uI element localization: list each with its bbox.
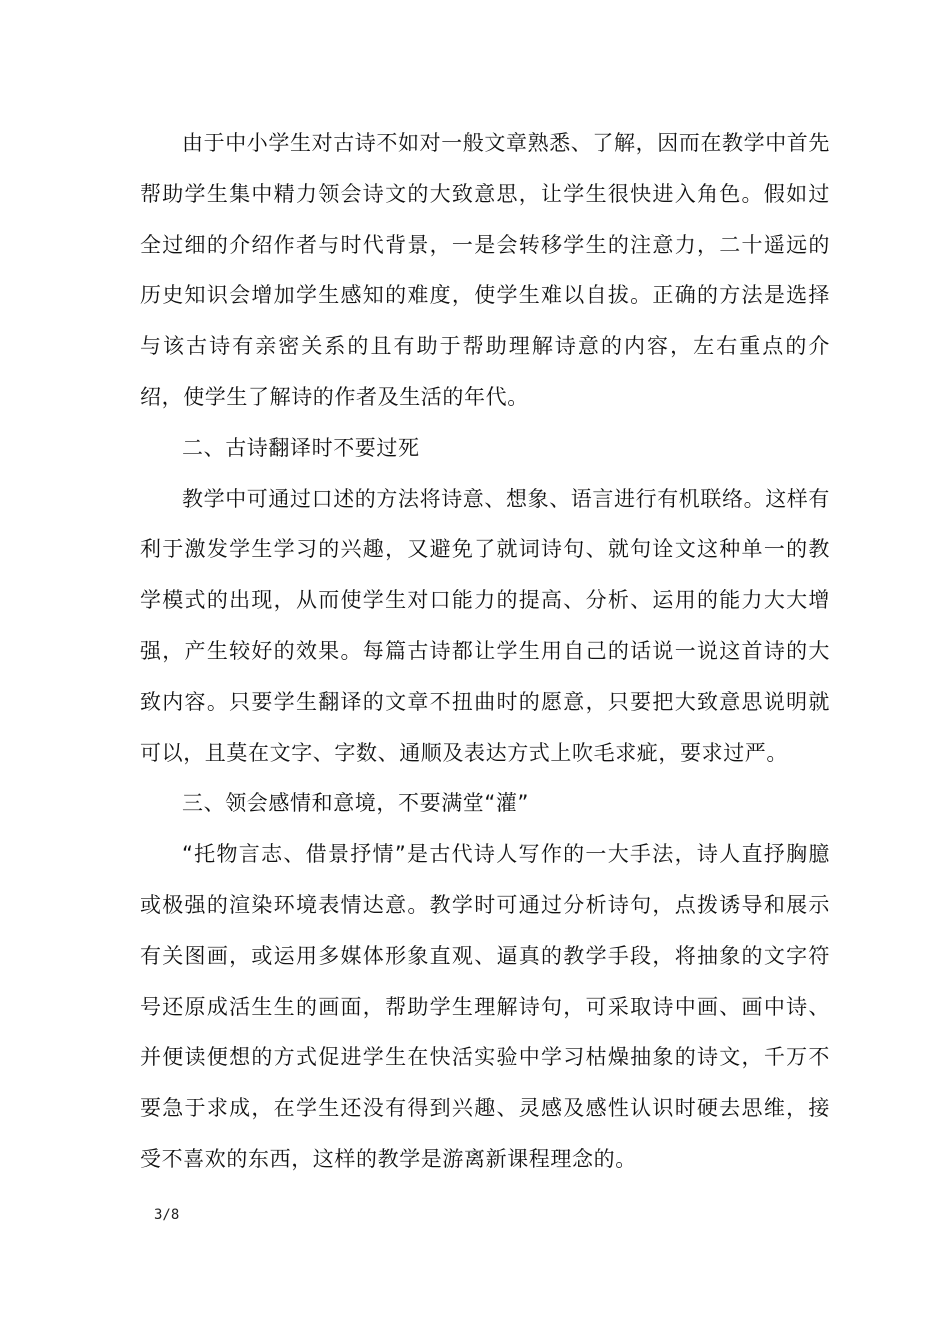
section-heading-2: 二、古诗翻译时不要过死: [182, 435, 420, 460]
paragraph-emotion-imagery: “托物言志、借景抒情”是古代诗人写作的一大手法，诗人直抒胸臆或极强的渲染环境表情达意。教学时可通过分析诗句，点拨诱导和展示有关图画，或运用多媒体形象直观、逼真的教学手段，将抽象的文字符号还原成活生生的画面，帮助学生理解诗句，可采取诗中画、画中诗、并便读便想的方式促进学生在快活实验中学习枯燥抽象的诗文，千万不要急于求成，在学生还没有得到兴趣、灵感及感性认识时硬去思维，接受不喜欢的东西，这样的教学是游离新课程理念的。: [140, 842, 830, 1171]
paragraph-translation: 教学中可通过口述的方法将诗意、想象、语言进行有机联络。这样有利于激发学生学习的兴趣，又避免了就词诗句、就句诠文这种单一的教学模式的出现，从而使学生对口能力的提高、分析、运用的能力大大增强，产生较好的效果。每篇古诗都让学生用自己的话说一说这首诗的大致内容。只要学生翻译的文章不扭曲时的愿意，只要把大致意思说明就可以，且莫在文字、字数、通顺及表达方式上吹毛求疵，要求过严。: [140, 486, 830, 765]
section-heading-3: 三、领会感情和意境，不要满堂“灌”: [182, 791, 529, 816]
page-number: 3/8: [154, 1207, 180, 1223]
paragraph-background-intro: 由于中小学生对古诗不如对一般文章熟悉、了解，因而在教学中首先帮助学生集中精力领会诗文的大致意思，让学生很快进入角色。假如过全过细的介绍作者与时代背景，一是会转移学生的注意力，二十遥远的历史知识会增加学生感知的难度，使学生难以自拔。正确的方法是选择与该古诗有亲密关系的且有助于帮助理解诗意的内容，左右重点的介绍，使学生了解诗的作者及生活的年代。: [140, 131, 830, 409]
body-text: [140, 118, 830, 1185]
